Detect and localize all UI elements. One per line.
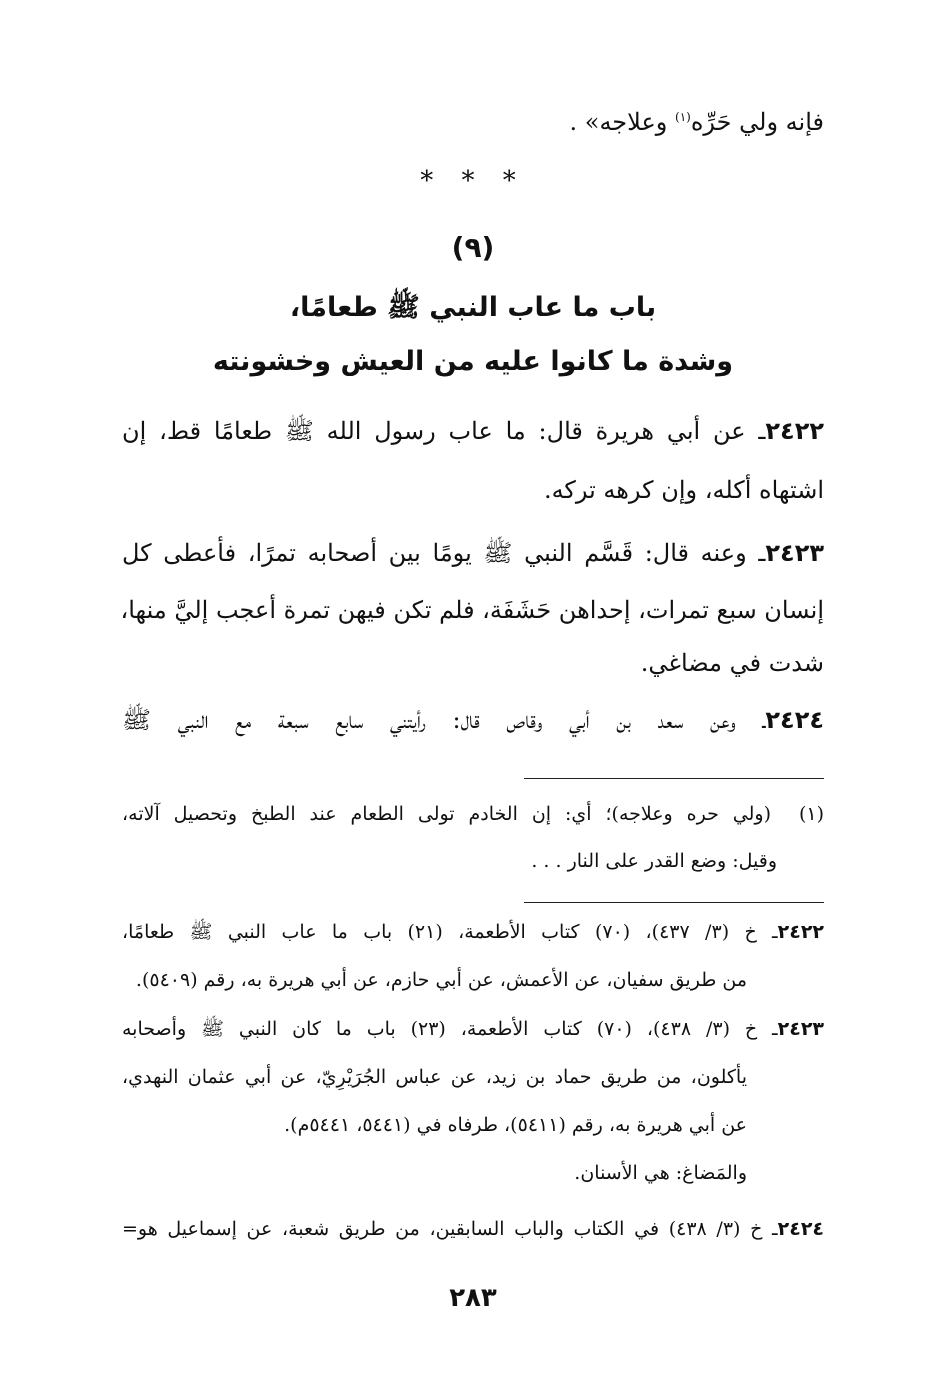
hadith-2424-line-1: [122, 702, 824, 738]
source-text: ـ خ (٣/ ٤٣٨)، (٧٠) كتاب الأطعمة، (٢٣) باب ما كان النبي ﷺ وأصحابه: [122, 1018, 778, 1040]
source-number: ٢٤٢٤: [777, 1218, 825, 1240]
chapter-number: (٩): [451, 231, 495, 264]
footnote-ref: (١): [675, 110, 691, 124]
footnote-1-line-2: وقيل: وضع القدر على النار . . .: [531, 850, 777, 872]
source-2423-line-2: يأكلون، من طريق حماد بن زيد، عن عباس الجُرَيْرِيّ، عن أبي عثمان النهدي،: [122, 1066, 747, 1088]
source-2423-line-4: والمَضاغ: هي الأسنان.: [574, 1162, 747, 1184]
footnote-text: (ولي حره وعلاجه)؛ أي: إن الخادم تولى الطعام عند الطبخ وتحصيل آلاته،: [122, 803, 772, 825]
source-text: ـ خ (٣/ ٤٣٧)، (٧٠) كتاب الأطعمة، (٢١) باب ما عاب النبي ﷺ طعامًا،: [122, 921, 778, 943]
hadith-2423-line-3: شدت في مضاغي.: [640, 649, 824, 677]
source-2423-line-1: [122, 1015, 824, 1043]
hadith-number: ٢٤٢٣: [765, 539, 824, 567]
hadith-text: ـ عن أبي هريرة قال: ما عاب رسول الله ﷺ طعامًا قط، إن: [122, 417, 766, 445]
continuation-end: وعلاجه» .: [569, 108, 676, 136]
source-2423-line-3: عن أبي هريرة به، رقم (٥٤١١)، طرفاه في (٥٤٤١، ٥٤٤١م).: [284, 1114, 747, 1136]
footnote-rule: [524, 778, 824, 779]
chapter-title-line-2: وشدة ما كانوا عليه من العيش وخشونته: [212, 346, 734, 377]
hadith-2422-line-1: [122, 413, 824, 449]
chapter-title-line-1: باب ما عاب النبي ﷺ طعامًا،: [289, 292, 657, 323]
hadith-number: ٢٤٢٢: [765, 417, 824, 445]
page-number: ٢٨٣: [449, 1283, 497, 1313]
hadith-2423-line-1: [122, 535, 824, 571]
source-2422-line-2: من طريق سفيان، عن الأعمش، عن أبي حازم، عن أبي هريرة به، رقم (٥٤٠٩).: [135, 969, 747, 991]
sources-rule: [524, 902, 824, 903]
continuation-line: [122, 104, 824, 140]
hadith-number: ٢٤٢٤: [765, 706, 824, 734]
hadith-text: ـ وعنه قال: قَسَّم النبي ﷺ يومًا بين أصحابه تمرًا، فأعطى كل: [122, 539, 766, 567]
hadith-2423-line-2: إنسان سبع تمرات، إحداهن حَشَفَة، فلم تكن فيهن تمرة أعجب إليَّ منها،: [120, 596, 824, 624]
section-separator: * * *: [420, 166, 526, 196]
source-2424-line-1: [122, 1215, 824, 1243]
source-2422-line-1: [122, 918, 824, 946]
footnote-1-line-1: [122, 800, 824, 828]
source-number: ٢٤٢٣: [777, 1018, 825, 1040]
source-text: ـ خ (٣/ ٤٣٨) في الكتاب والباب السابقين، من طريق شعبة، عن إسماعيل هو=: [122, 1218, 778, 1240]
hadith-2422-line-2: اشتهاه أكله، وإن كرهه تركه.: [543, 476, 824, 504]
footnote-marker: (١): [798, 803, 824, 825]
source-number: ٢٤٢٢: [777, 921, 825, 943]
continuation-text: فإنه ولي حَرِّه: [690, 108, 824, 136]
hadith-text: ـ وعن سعد بن أبي وقاص قال: رأيتني سابع سبعة مع النبي ﷺ: [122, 706, 766, 734]
